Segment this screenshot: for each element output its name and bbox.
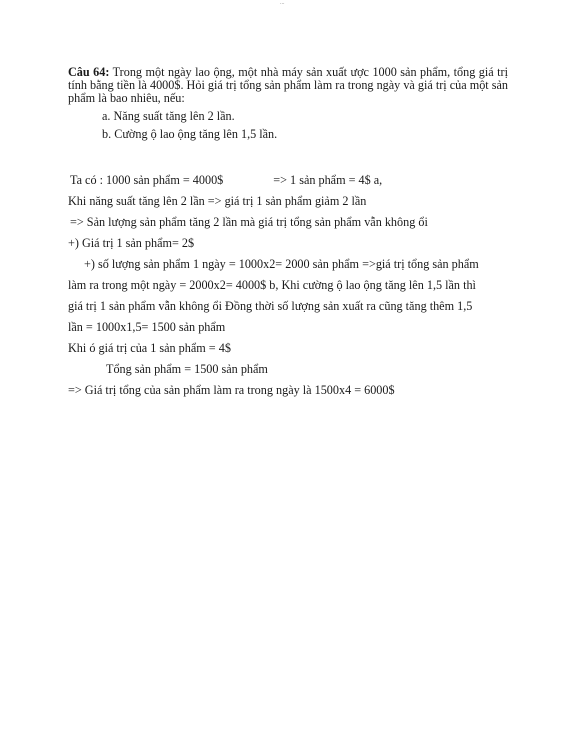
option-a: a. Năng suất tăng lên 2 lần. (102, 108, 235, 123)
option-b: b. Cường ộ lao ộng tăng lên 1,5 lần. (102, 126, 278, 141)
answer-line-9: Khi ó giá trị của 1 sản phẩm = 4$ (68, 341, 231, 355)
answer-line-10: Tổng sản phẩm = 1500 sản phẩm (106, 362, 268, 376)
question-body: Trong một ngày lao ộng, một nhà máy sản xuất ược 1000 sản phẩm, tổng giá trị tính bằng tiền là 4000$. Hỏi giá trị tổng sản phẩm làm ra trong ngày và giá trị của một sản phẩm là bao nhiêu, nếu: (68, 65, 508, 106)
answer-line-8: lần = 1000x1,5= 1500 sản phẩm (68, 320, 226, 334)
answer-line-5: +) số lượng sản phẩm 1 ngày = 1000x2= 2000 sản phẩm =>giá trị tổng sản phẩm (84, 257, 479, 271)
answer-line-4: +) Giá trị 1 sản phẩm= 2$ (68, 236, 195, 250)
answer-line-1-right: => 1 sản phẩm = 4$ a, (273, 173, 383, 187)
answer-line-3: => Sản lượng sản phẩm tăng 2 lần mà giá trị tổng sản phẩm vẫn không ổi (70, 215, 428, 229)
question-options (68, 107, 508, 143)
answer-line-11: => Giá trị tổng của sản phẩm làm ra trong ngày là 1500x4 = 6000$ (68, 383, 395, 397)
question-label: Câu 64: (68, 65, 110, 79)
header-mark: ... (280, 0, 285, 6)
question-block (68, 66, 508, 143)
answer-line-2: Khi năng suất tăng lên 2 lần => giá trị 1 sản phẩm giảm 2 lần (68, 194, 367, 208)
answer-line-7: giá trị 1 sản phẩm vẫn không ổi Đồng thời số lượng sản xuất ra cũng tăng thêm 1,5 (68, 299, 473, 313)
answer-line-6: làm ra trong một ngày = 2000x2= 4000$ b, Khi cường ộ lao ộng tăng lên 1,5 lần thì (68, 278, 476, 292)
answer-line-1 (68, 170, 508, 191)
answer-block (68, 170, 508, 401)
answer-line-1-left: Ta có : 1000 sản phẩm = 4000$ (70, 173, 224, 187)
question-text (68, 66, 508, 106)
